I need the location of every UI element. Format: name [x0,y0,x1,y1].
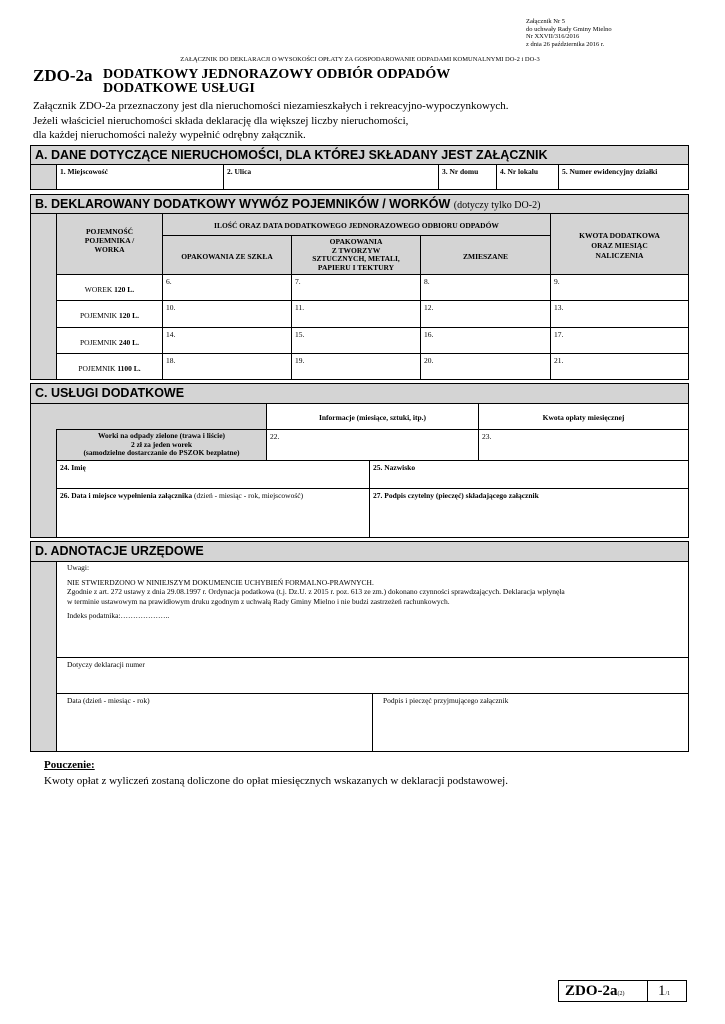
attachment-note: Załącznik Nr 5 do uchwały Rady Gminy Mielno Nr XXVII/316/2016 z dnia 26 października 2016 r. [526,18,612,48]
green-bags-label: Worki na odpady zielone (trawa i liście) 2 zł za jeden worek (samodzielne dostarczanie do PSZOK bezpłatne) [56,429,267,461]
field-16[interactable]: 16. [420,327,551,354]
instruction-text: Kwoty opłat z wyliczeń zostaną doliczone do opłat miesięcznych wskazanych w deklaracji podstawowej. [44,775,508,787]
section-d-header: D. ADNOTACJE URZĘDOWE [30,541,689,562]
field-street[interactable]: 2. Ulica [223,164,439,190]
field-20[interactable]: 20. [420,353,551,380]
col-capacity-header: POJEMNOŚĆ POJEMNIKA / WORKA [56,213,163,275]
row-label: WOREK 120 L. [56,274,163,301]
intro-text: Załącznik ZDO-2a przeznaczony jest dla nieruchomości niezamieszkałych i rekreacyjno-wypoczynkowych. Jeżeli właściciel nieruchomości składa deklarację dla większej liczby nieruchomości, dla każdej nieruchomości należy wypełnić odrębny załącznik. [33,100,509,141]
official-date-field[interactable]: Data (dzień - miesiąc - rok) [56,693,373,752]
field-9[interactable]: 9. [550,274,689,301]
col-fee-header: Kwota opłaty miesięcznej [478,403,689,430]
row-label: POJEMNIK 120 L. [56,300,163,328]
field-last-name[interactable]: 25. Nazwisko [369,460,689,489]
remarks-box[interactable]: Uwagi: NIE STWIERDZONO W NINIEJSZYM DOKUMENCIE UCHYBIEŃ FORMALNO-PRAWNYCH. Zgodnie z art. 272 ustawy z dnia 29.08.1997 r. Ordynacja podatkowa (t.j. Dz.U. z 2015 r. poz. 613 ze zm.) dokonano czynności sprawdzających. Deklaracja wpłynęła w terminie ustawowym na prawidłowym druku zgodnym z uchwałą Rady Gminy Mielno i nie budzi zastrzeżeń rachunkowych. Indeks podatnika:……………….. [56,561,689,658]
field-first-name[interactable]: 24. Imię [56,460,370,489]
field-signature[interactable]: 27. Podpis czytelny (pieczęć) składającego załącznik [369,488,689,538]
field-17[interactable]: 17. [550,327,689,354]
form-code: ZDO-2a [33,66,93,85]
col-amount-header: KWOTA DODATKOWA ORAZ MIESIĄC NALICZENIA [550,213,689,275]
col-info-header: Informacje (miesiące, sztuki, itp.) [266,403,479,430]
footer-form-code: ZDO-2a(2) [558,980,648,1002]
field-22[interactable]: 22. [266,429,479,461]
field-10[interactable]: 10. [162,300,292,328]
footer-page-number: 1/1 [647,980,687,1002]
field-7[interactable]: 7. [291,274,421,301]
top-banner: ZAŁĄCZNIK DO DEKLARACJI O WYSOKOŚCI OPŁATY ZA GOSPODAROWANIE ODPADAMI KOMUNALNYMI DO-2 i DO-3 [180,56,540,63]
row-label: POJEMNIK 1100 L. [56,353,163,380]
field-18[interactable]: 18. [162,353,292,380]
col-glass-header: OPAKOWANIA ZE SZKŁA [162,235,292,275]
section-b-header: B. DEKLAROWANY DODATKOWY WYWÓZ POJEMNIKÓW / WORKÓW (dotyczy tylko DO-2) [30,194,689,214]
field-locality[interactable]: 1. Miejscowość [56,164,224,190]
col-mixed-header: ZMIESZANE [420,235,551,275]
instruction-title: Pouczenie: [44,759,95,771]
field-house-number[interactable]: 3. Nr domu [438,164,497,190]
field-19[interactable]: 19. [291,353,421,380]
field-plot-number[interactable]: 5. Numer ewidencyjny działki [558,164,689,190]
field-23[interactable]: 23. [478,429,689,461]
form-title: DODATKOWY JEDNORAZOWY ODBIÓR ODPADÓW DODATKOWE USŁUGI [103,67,451,96]
col-plastic-header: OPAKOWANIA Z TWORZYW SZTUCZNYCH, METALI, PAPIERU I TEKTURY [291,235,421,275]
field-12[interactable]: 12. [420,300,551,328]
row-label: POJEMNIK 240 L. [56,327,163,354]
field-date-place[interactable]: 26. Data i miejsce wypełnienia załącznika (dzień - miesiąc - rok, miejscowość) [56,488,370,538]
field-11[interactable]: 11. [291,300,421,328]
field-6[interactable]: 6. [162,274,292,301]
section-c-header: C. USŁUGI DODATKOWE [30,383,689,404]
field-8[interactable]: 8. [420,274,551,301]
declaration-number-field[interactable]: Dotyczy deklaracji numer [56,657,689,694]
field-14[interactable]: 14. [162,327,292,354]
official-signature-field[interactable]: Podpis i pieczęć przyjmującego załącznik [372,693,689,752]
field-13[interactable]: 13. [550,300,689,328]
field-21[interactable]: 21. [550,353,689,380]
section-a-header: A. DANE DOTYCZĄCE NIERUCHOMOŚCI, DLA KTÓREJ SKŁADANY JEST ZAŁĄCZNIK [30,145,689,165]
field-apartment-number[interactable]: 4. Nr lokalu [496,164,559,190]
field-15[interactable]: 15. [291,327,421,354]
col-group-header: ILOŚĆ ORAZ DATA DODATKOWEGO JEDNORAZOWEGO ODBIORU ODPADÓW [162,213,551,236]
